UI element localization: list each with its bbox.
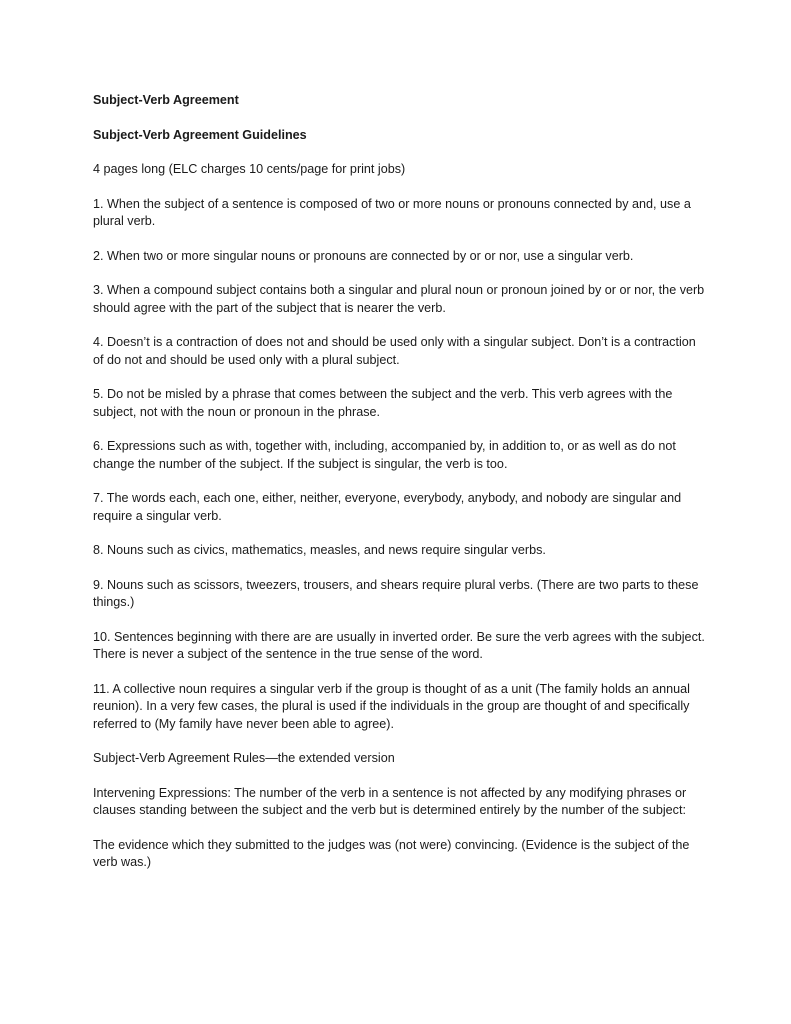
rule-paragraph: 7. The words each, each one, either, neither, everyone, everybody, anybody, and nobody are singular and require a singular verb. (93, 491, 682, 523)
rule-paragraph: 4. Doesn’t is a contraction of does not and should be used only with a singular subject. Don’t is a contraction of do not and should be used only with a plural subject. (93, 335, 696, 367)
document-page (93, 92, 705, 889)
document-title: Subject-Verb Agreement (93, 93, 239, 107)
rule-paragraph: 8. Nouns such as civics, mathematics, measles, and news require singular verbs. (93, 543, 546, 557)
rule-paragraph: 11. A collective noun requires a singular verb if the group is thought of as a unit (The family holds an annual reunion). In a very few cases, the plural is used if the individuals in the group are thought of and specifically referred to (My family have never been able to agree). (93, 681, 690, 731)
rule-paragraph: 10. Sentences beginning with there are are usually in inverted order. Be sure the verb agrees with the subject. There is never a subject of the sentence in the true sense of the word. (93, 629, 705, 661)
rule-paragraph: 9. Nouns such as scissors, tweezers, trousers, and shears require plural verbs. (There are two parts to these things.) (93, 577, 699, 609)
rule-paragraph: 2. When two or more singular nouns or pronouns are connected by or or nor, use a singular verb. (93, 248, 634, 263)
extended-heading: Subject-Verb Agreement Rules—the extended version (93, 751, 395, 765)
rule-paragraph: 5. Do not be misled by a phrase that comes between the subject and the verb. This verb agrees with the subject, not with the noun or pronoun in the phrase. (93, 387, 673, 419)
intro-paragraph: 4 pages long (ELC charges 10 cents/page for print jobs) (93, 162, 406, 176)
intervening-paragraph: Intervening Expressions: The number of the verb in a sentence is not affected by any modifying phrases or clauses standing between the subject and the verb but is determined entirely by the number of the subject: (93, 785, 687, 817)
rule-paragraph: 1. When the subject of a sentence is composed of two or more nouns or pronouns connected by and, use a plural verb. (93, 196, 691, 228)
rule-paragraph: 3. When a compound subject contains both a singular and plural noun or pronoun joined by or or nor, the verb should agree with the part of the subject that is nearer the verb. (93, 283, 705, 315)
rule-paragraph: 6. Expressions such as with, together with, including, accompanied by, in addition to, or as well as do not change the number of the subject. If the subject is singular, the verb is too. (93, 439, 676, 471)
example-paragraph: The evidence which they submitted to the judges was (not were) convincing. (Evidence is the subject of the verb was.) (93, 837, 690, 869)
document-subtitle: Subject-Verb Agreement Guidelines (93, 127, 307, 142)
